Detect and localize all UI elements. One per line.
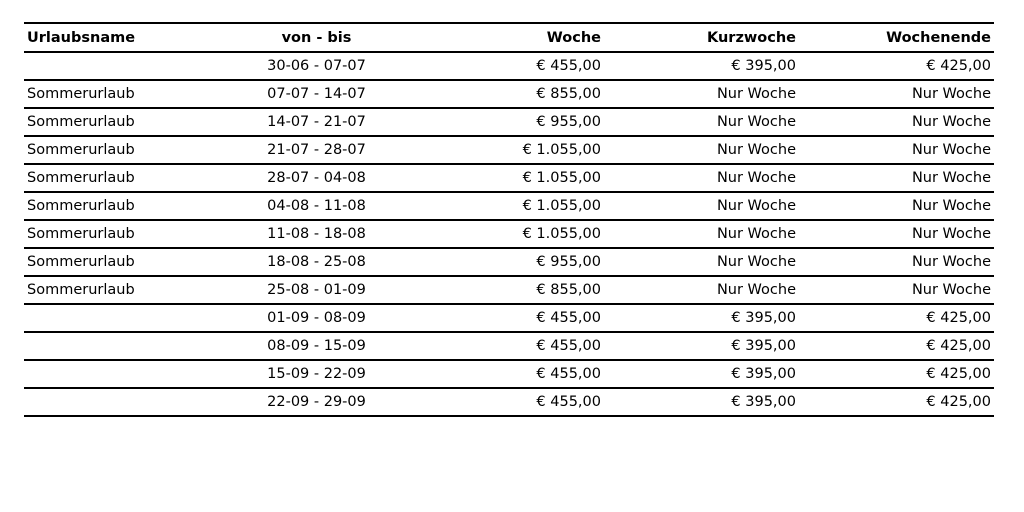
cell-week-price: € 1.055,00 xyxy=(399,164,604,192)
cell-short-week-price: Nur Woche xyxy=(604,80,799,108)
table-row xyxy=(24,108,994,136)
cell-name: Sommerurlaub xyxy=(24,192,234,220)
header-name: Urlaubsname xyxy=(24,23,234,52)
cell-short-week-price: € 395,00 xyxy=(604,360,799,388)
cell-name: Sommerurlaub xyxy=(24,80,234,108)
cell-name: Sommerurlaub xyxy=(24,136,234,164)
cell-weekend-price: Nur Woche xyxy=(799,80,994,108)
header-dates: von - bis xyxy=(234,23,399,52)
header-weekend: Wochenende xyxy=(799,23,994,52)
cell-short-week-price: Nur Woche xyxy=(604,248,799,276)
cell-short-week-price: Nur Woche xyxy=(604,136,799,164)
cell-dates: 18-08 - 25-08 xyxy=(234,248,399,276)
cell-week-price: € 455,00 xyxy=(399,52,604,80)
price-table xyxy=(24,22,994,417)
cell-name xyxy=(24,332,234,360)
cell-short-week-price: € 395,00 xyxy=(604,52,799,80)
cell-dates: 14-07 - 21-07 xyxy=(234,108,399,136)
cell-dates: 25-08 - 01-09 xyxy=(234,276,399,304)
header-week: Woche xyxy=(399,23,604,52)
cell-week-price: € 455,00 xyxy=(399,304,604,332)
cell-week-price: € 455,00 xyxy=(399,332,604,360)
cell-weekend-price: Nur Woche xyxy=(799,248,994,276)
cell-dates: 22-09 - 29-09 xyxy=(234,388,399,416)
table-row xyxy=(24,164,994,192)
cell-weekend-price: Nur Woche xyxy=(799,164,994,192)
table-row xyxy=(24,220,994,248)
cell-dates: 08-09 - 15-09 xyxy=(234,332,399,360)
cell-week-price: € 1.055,00 xyxy=(399,136,604,164)
table-row xyxy=(24,52,994,80)
cell-weekend-price: € 425,00 xyxy=(799,52,994,80)
cell-weekend-price: € 425,00 xyxy=(799,304,994,332)
cell-weekend-price: Nur Woche xyxy=(799,108,994,136)
table-header-row xyxy=(24,23,994,52)
cell-week-price: € 955,00 xyxy=(399,108,604,136)
table-row xyxy=(24,360,994,388)
cell-name xyxy=(24,360,234,388)
cell-week-price: € 855,00 xyxy=(399,276,604,304)
cell-weekend-price: € 425,00 xyxy=(799,332,994,360)
cell-weekend-price: Nur Woche xyxy=(799,276,994,304)
cell-short-week-price: Nur Woche xyxy=(604,220,799,248)
cell-short-week-price: Nur Woche xyxy=(604,192,799,220)
table-row xyxy=(24,388,994,416)
cell-weekend-price: € 425,00 xyxy=(799,360,994,388)
cell-name xyxy=(24,388,234,416)
cell-dates: 11-08 - 18-08 xyxy=(234,220,399,248)
cell-weekend-price: € 425,00 xyxy=(799,388,994,416)
cell-name: Sommerurlaub xyxy=(24,248,234,276)
cell-dates: 30-06 - 07-07 xyxy=(234,52,399,80)
cell-name: Sommerurlaub xyxy=(24,108,234,136)
cell-weekend-price: Nur Woche xyxy=(799,220,994,248)
cell-short-week-price: Nur Woche xyxy=(604,164,799,192)
cell-dates: 07-07 - 14-07 xyxy=(234,80,399,108)
table-row xyxy=(24,332,994,360)
table-row xyxy=(24,304,994,332)
cell-week-price: € 1.055,00 xyxy=(399,220,604,248)
cell-dates: 04-08 - 11-08 xyxy=(234,192,399,220)
cell-week-price: € 455,00 xyxy=(399,360,604,388)
cell-week-price: € 455,00 xyxy=(399,388,604,416)
cell-weekend-price: Nur Woche xyxy=(799,136,994,164)
table-row xyxy=(24,192,994,220)
cell-name: Sommerurlaub xyxy=(24,276,234,304)
cell-dates: 21-07 - 28-07 xyxy=(234,136,399,164)
table-row xyxy=(24,80,994,108)
cell-short-week-price: € 395,00 xyxy=(604,304,799,332)
cell-dates: 01-09 - 08-09 xyxy=(234,304,399,332)
cell-week-price: € 855,00 xyxy=(399,80,604,108)
cell-short-week-price: € 395,00 xyxy=(604,332,799,360)
cell-short-week-price: € 395,00 xyxy=(604,388,799,416)
cell-dates: 28-07 - 04-08 xyxy=(234,164,399,192)
table-body xyxy=(24,52,994,416)
cell-weekend-price: Nur Woche xyxy=(799,192,994,220)
table-row xyxy=(24,276,994,304)
cell-name xyxy=(24,52,234,80)
cell-name: Sommerurlaub xyxy=(24,164,234,192)
cell-name xyxy=(24,304,234,332)
cell-week-price: € 955,00 xyxy=(399,248,604,276)
table-row xyxy=(24,248,994,276)
cell-dates: 15-09 - 22-09 xyxy=(234,360,399,388)
cell-short-week-price: Nur Woche xyxy=(604,108,799,136)
cell-week-price: € 1.055,00 xyxy=(399,192,604,220)
table-row xyxy=(24,136,994,164)
header-short-week: Kurzwoche xyxy=(604,23,799,52)
cell-short-week-price: Nur Woche xyxy=(604,276,799,304)
cell-name: Sommerurlaub xyxy=(24,220,234,248)
